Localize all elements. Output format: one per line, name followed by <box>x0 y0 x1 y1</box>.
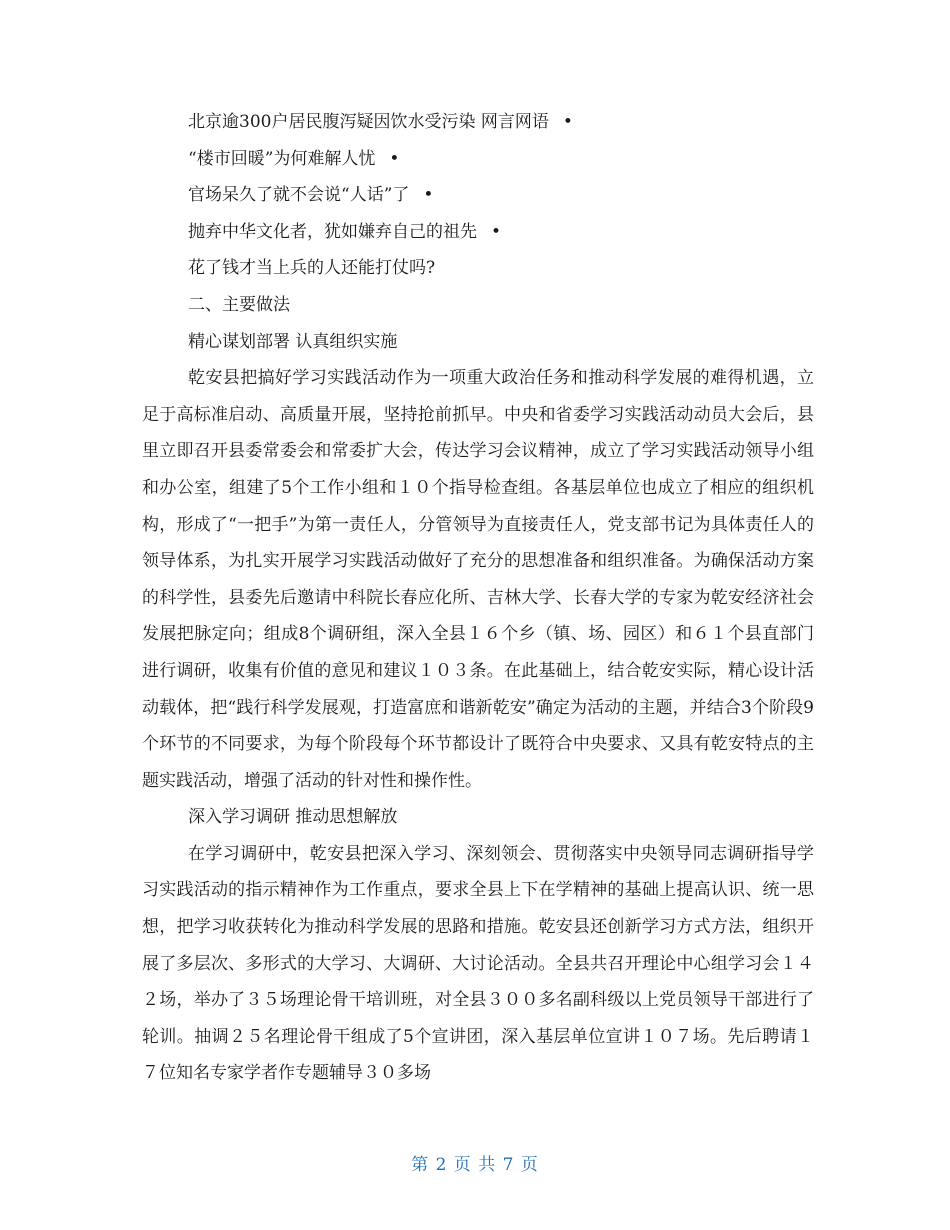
bullet-icon: • <box>491 221 502 242</box>
subheading: 深入学习调研 推动思想解放 <box>188 807 398 828</box>
headline-text: 官场呆久了就不会说“人话”了 <box>188 185 410 206</box>
document-body <box>142 104 814 1092</box>
headline-item[interactable] <box>142 177 814 214</box>
headline-text: 北京逾300户居民腹泻疑因饮水受污染 网言网语 <box>188 112 549 132</box>
bullet-icon: • <box>562 112 573 132</box>
page-footer: 第 2 页 共 7 页 <box>411 1155 539 1175</box>
headline-item[interactable] <box>142 250 814 287</box>
section-title: 二、主要做法 <box>188 294 290 315</box>
headline-item[interactable] <box>142 214 814 251</box>
bullet-icon: • <box>423 185 434 206</box>
headline-item[interactable] <box>142 104 814 141</box>
headline-text: 抛弃中华文化者，犹如嫌弃自己的祖先 <box>188 221 477 242</box>
subheading: 精心谋划部署 认真组织实施 <box>188 331 398 352</box>
body-paragraph: 乾安县把搞好学习实践活动作为一项重大政治任务和推动科学发展的难得机遇，立足于高标准启动、高质量开展，坚持抢前抓早。中央和省委学习实践活动动员大会后，县里立即召开县委常委会和常委扩大会，传达学习会议精神，成立了学习实践活动领导小组和办公室，组建了5个工作小组和１０个指导检查组。各基层单位也成立了相应的组织机构，形成了“一把手”为第一责任人，分管领导为直接责任人，党支部书记为具体责任人的领导体系，为扎实开展学习实践活动做好了充分的思想准备和组织准备。为确保活动方案的科学性，县委先后邀请中科院长春应化所、吉林大学、长春大学的专家为乾安经济社会发展把脉定向；组成8个调研组，深入全县１６个乡（镇、场、园区）和６１个县直部门进行调研，收集有价值的意见和建议１０３条。在此基础上，结合乾安实际，精心设计活动载体，把“践行科学发展观，打造富庶和谐新乾安”确定为活动的主题，并结合3个阶段9个环节的不同要求，为每个阶段每个环节都设计了既符合中央要求、又具有乾安特点的主题实践活动，增强了活动的针对性和操作性。 <box>142 368 814 791</box>
headline-item[interactable] <box>142 141 814 178</box>
bullet-icon: • <box>389 148 400 169</box>
body-paragraph: 在学习调研中，乾安县把深入学习、深刻领会、贯彻落实中央领导同志调研指导学习实践活动的指示精神作为工作重点，要求全县上下在学精神的基础上提高认识、统一思想，把学习收获转化为推动科学发展的思路和措施。乾安县还创新学习方式方法，组织开展了多层次、多形式的大学习、大调研、大讨论活动。全县共召开理论中心组学习会１４２场，举办了３５场理论骨干培训班，对全县３００多名副科级以上党员领导干部进行了轮训。抽调２５名理论骨干组成了5个宣讲团，深入基层单位宣讲１０７场。先后聘请１７位知名专家学者作专题辅导３０多场 <box>142 843 814 1084</box>
headline-text: 花了钱才当上兵的人还能打仗吗? <box>188 258 436 279</box>
headline-text: “楼市回暖”为何难解人忧 <box>188 148 376 169</box>
